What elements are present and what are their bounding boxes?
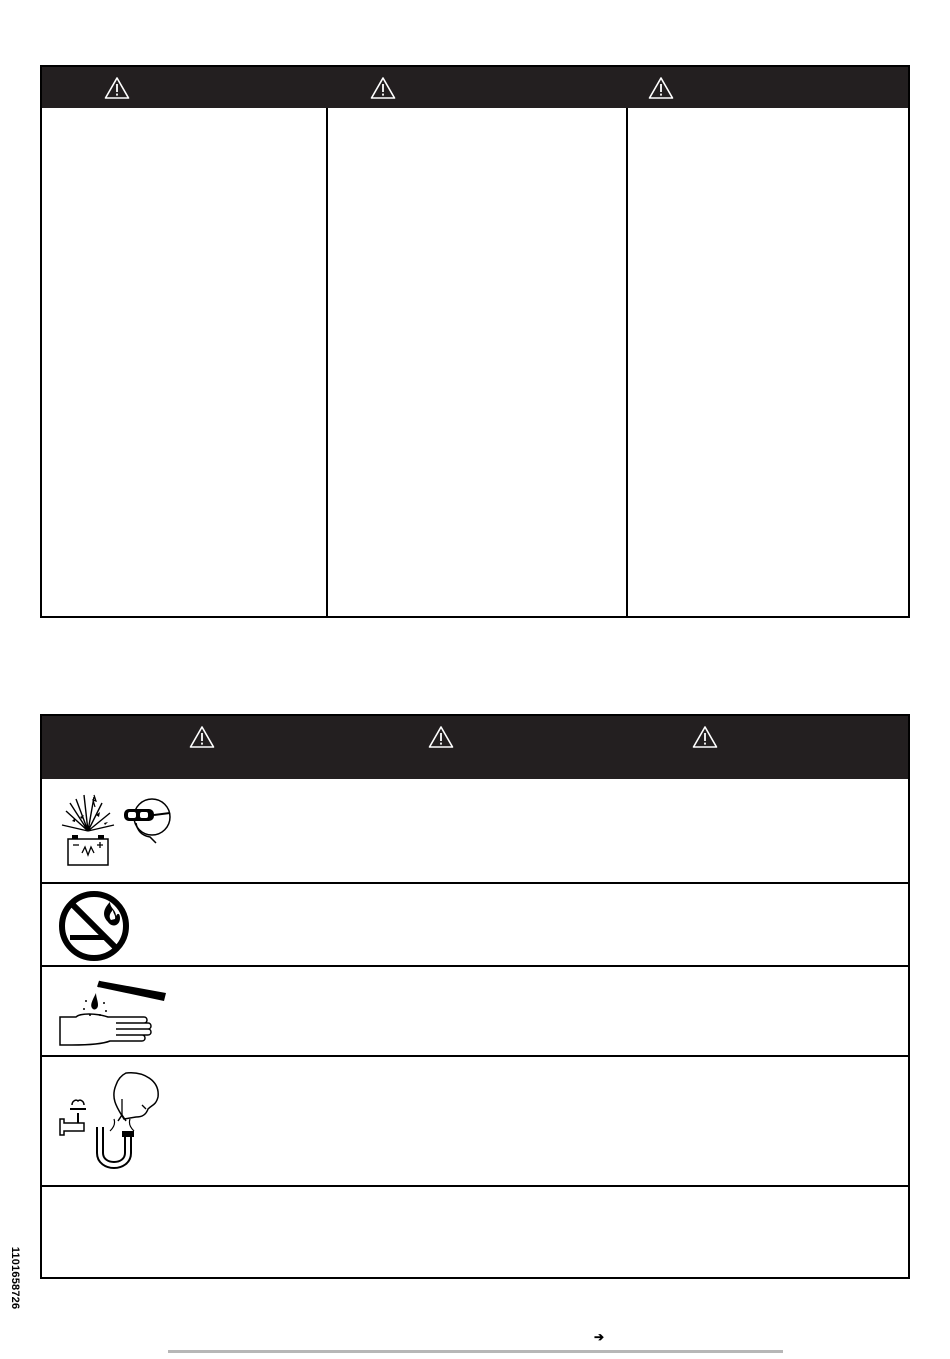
warning-table-top-header (42, 67, 908, 108)
battery-explosion-goggles-icon (56, 793, 176, 874)
warning-triangle-icon (648, 76, 674, 100)
acid-on-hand-icon (56, 973, 168, 1054)
warning-column-1 (42, 108, 328, 616)
flush-with-water-icon (56, 1069, 164, 1178)
hazard-row-empty (42, 1187, 908, 1277)
warning-table-top (40, 65, 910, 618)
warning-triangle-icon (692, 725, 718, 749)
document-code (8, 1248, 22, 1308)
footer-rule (168, 1350, 783, 1353)
hazard-row-acid (42, 967, 908, 1057)
warning-column-3 (628, 108, 908, 616)
hazard-row-no-flame (42, 884, 908, 967)
warning-triangle-icon (370, 76, 396, 100)
document-code-text: 1101658726 (9, 1246, 21, 1310)
hazard-row-water (42, 1057, 908, 1187)
warning-column-2 (328, 108, 628, 616)
warning-triangle-icon (104, 76, 130, 100)
warning-triangle-icon (428, 725, 454, 749)
warning-table-bottom-header (42, 716, 908, 779)
no-open-flame-icon (56, 890, 136, 967)
warning-triangle-icon (189, 725, 215, 749)
warning-table-bottom (40, 714, 910, 1279)
continue-arrow-icon: ➔ (594, 1330, 605, 1344)
hazard-row-explosion (42, 779, 908, 884)
